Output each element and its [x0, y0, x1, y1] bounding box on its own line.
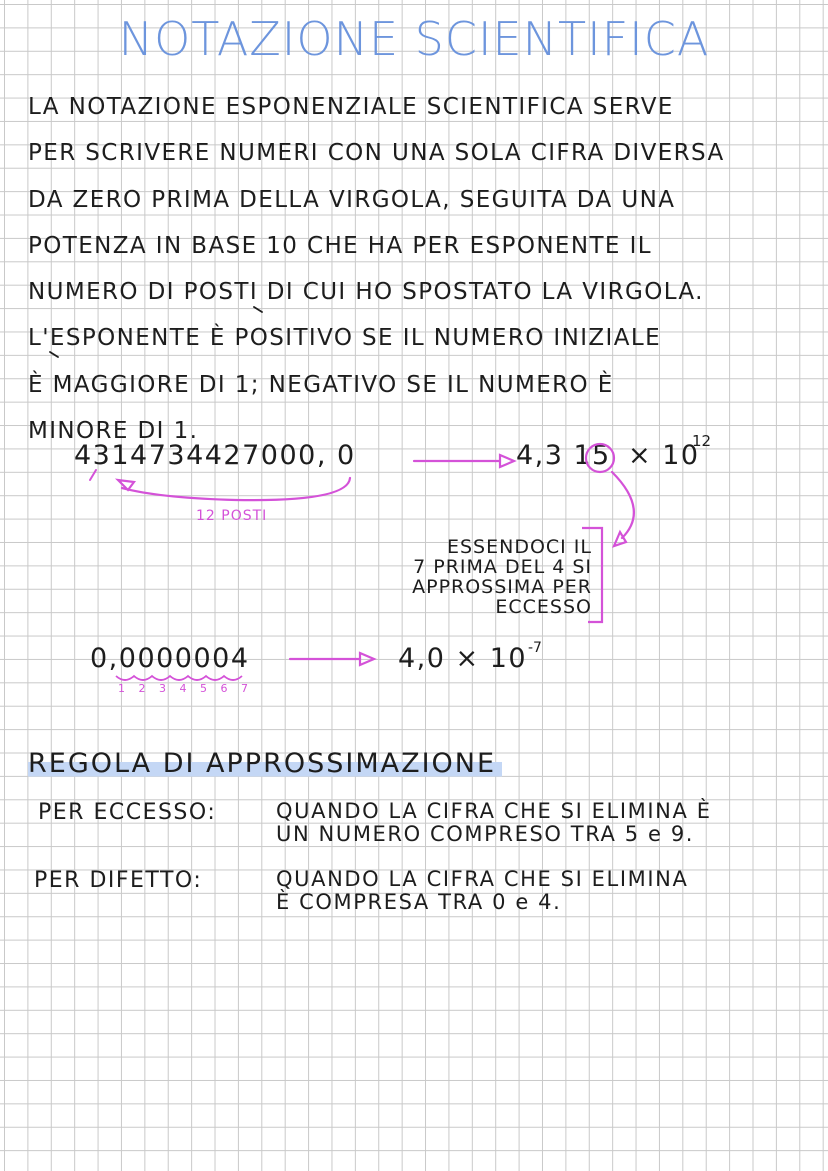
step-arcs	[116, 676, 242, 680]
example1-exponent: 12	[692, 432, 712, 450]
note-line: 7 PRIMA DEL 4 SI	[413, 556, 592, 578]
example1-arrow	[414, 455, 514, 467]
example1-number: 4314734427000, 0	[74, 440, 356, 471]
paragraph-line: DA ZERO PRIMA DELLA VIRGOLA, SEGUITA DA UNA	[28, 186, 676, 213]
note-line: ECCESSO	[495, 596, 592, 618]
example1-mantissa: 4,3 1	[516, 440, 593, 471]
example1-circled-digit: 5	[592, 440, 611, 471]
excess-text-line2: UN NUMERO COMPRESO TRA 5 e 9.	[276, 822, 695, 846]
excess-text-line1: QUANDO LA CIFRA CHE SI ELIMINA È	[276, 799, 712, 823]
start-tick	[90, 470, 96, 480]
note-arrow	[612, 472, 634, 546]
rules-title: REGOLA DI APPROSSIMAZIONE	[28, 748, 502, 779]
shift-label: 12 POSTI	[196, 508, 268, 524]
note-bracket	[582, 528, 602, 622]
page-title: NOTAZIONE SCIENTIFICA	[118, 12, 710, 66]
circle-highlight	[586, 444, 614, 472]
paragraph-line: POTENZA IN BASE 10 CHE HA PER ESPONENTE IL	[28, 232, 652, 259]
defect-text-line2: È COMPRESA TRA 0 e 4.	[276, 890, 562, 914]
paragraph-line: MINORE DI 1.	[28, 418, 199, 445]
paragraph-line: LA NOTAZIONE ESPONENZIALE SCIENTIFICA SERVE	[28, 94, 674, 120]
shift-arrow	[118, 478, 350, 500]
paragraph-line: NUMERO DI POSTI DI CUI HO SPOSTATO LA VIRGOLA.	[28, 279, 704, 306]
defect-label: PER DIFETTO:	[34, 868, 203, 893]
note-line: APPROSSIMA PER	[412, 576, 592, 598]
note-line: ESSENDOCI IL	[446, 536, 592, 558]
step-digits: 1 2 3 4 5 6 7	[118, 682, 253, 695]
example2-arrow	[290, 653, 374, 665]
example2-result: 4,0 × 10	[398, 643, 528, 674]
defect-text-line1: QUANDO LA CIFRA CHE SI ELIMINA	[276, 867, 689, 891]
example2-number: 0,0000004	[90, 643, 250, 674]
accent-marks	[50, 307, 262, 357]
example1-times-ten: × 10	[628, 440, 700, 471]
paragraph-line: È MAGGIORE DI 1; NEGATIVO SE IL NUMERO È	[28, 371, 614, 398]
example2-exponent: -7	[528, 640, 542, 656]
excess-label: PER ECCESSO:	[38, 800, 217, 825]
paragraph-line: L'ESPONENTE È POSITIVO SE IL NUMERO INIZIALE	[28, 325, 662, 352]
paragraph-line: PER SCRIVERE NUMERI CON UNA SOLA CIFRA DIVERSA	[28, 140, 725, 167]
